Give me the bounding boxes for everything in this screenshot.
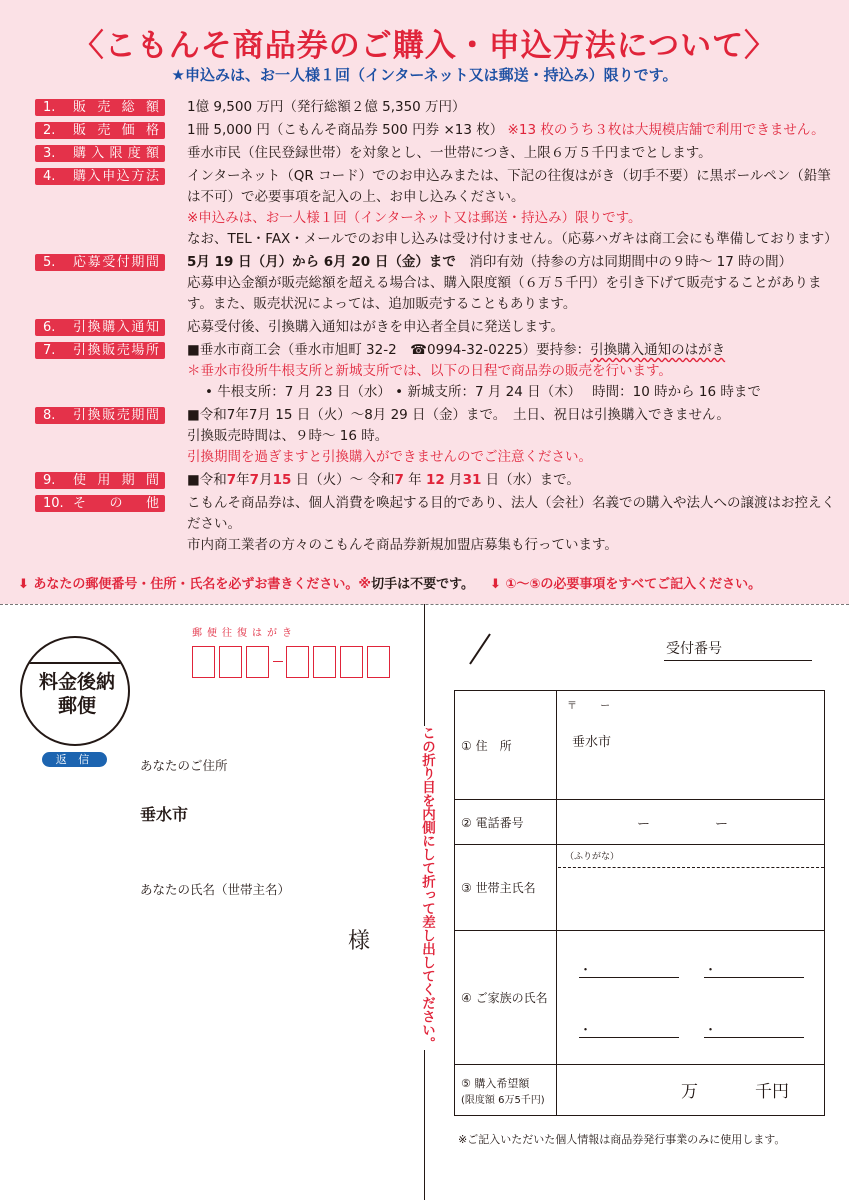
section-text: 垂水市民（住民登録世帯）を対象とし、一世帯につき、上限６万５千円までとします。 xyxy=(187,145,712,161)
section-text: こもんそ商品券は、個人消費を喚起する目的であり、法人（会社）名義での購入や法人への譲渡はお控えください。 xyxy=(187,495,835,532)
section-usage-period xyxy=(35,470,835,491)
section-purchase-limit xyxy=(35,143,835,164)
form-label: ① 住 所 xyxy=(455,691,557,799)
section-label: 5. 応募受付期間 xyxy=(35,254,165,271)
section-label: 9. 使用期間 xyxy=(35,472,165,489)
section-text: インターネット（QR コード）でのお申込みまたは、下記の往復はがき（切手不要）に黒ボールペン（鉛筆は不可）で必要事項を記入の上、お申し込みください。 xyxy=(187,168,831,205)
privacy-footnote: ※ご記入いただいた個人情報は商品券発行事業のみに使用します。 xyxy=(458,1133,786,1146)
zip-digit-box[interactable] xyxy=(367,646,390,678)
section-other xyxy=(35,493,835,556)
honorific-sama: 様 xyxy=(348,929,371,954)
section-warning: ※13 枚のうち３枚は大規模店舗で利用できません。 xyxy=(507,122,825,138)
family-name-input[interactable] xyxy=(704,977,804,978)
form-row-phone xyxy=(455,800,824,845)
form-label: ⑤ 購入希望額 (限度額 6万5千円) xyxy=(455,1065,557,1115)
section-warning: 引換期間を過ぎますと引換購入ができませんのでご注意ください。 xyxy=(187,449,592,465)
zip-digit-box[interactable] xyxy=(313,646,336,678)
section-label: 10. その他 xyxy=(35,495,165,512)
section-warning: ＊垂水市役所牛根支所と新城支所では、以下の日程で商品券の販売を行います。 xyxy=(187,363,672,379)
householder-name-input[interactable] xyxy=(558,869,824,929)
zip-digit-box[interactable] xyxy=(246,646,269,678)
section-text: 1冊 5,000 円（こもんそ商品券 500 円券 ×13 枚） xyxy=(187,122,504,138)
branch-schedule: • 牛根支所：7 月 23 日（水） • 新城支所：7 月 24 日（木） 時間：10 時から 16 時まで xyxy=(205,384,761,400)
reply-badge: 返 信 xyxy=(42,752,107,767)
section-label: 4. 購入申込方法 xyxy=(35,168,165,185)
section-text: 1億 9,500 万円（発行総額２億 5,350 万円） xyxy=(187,99,466,115)
amount-input[interactable] xyxy=(559,1065,823,1113)
form-address-value[interactable]: 垂水市 xyxy=(572,735,612,750)
section-exchange-notice xyxy=(35,317,835,338)
zip-digit-box[interactable] xyxy=(340,646,363,678)
form-label: ② 電話番号 xyxy=(455,800,557,844)
postage-stamp-mark: 料金後納 郵便 xyxy=(20,636,130,746)
address-label: あなたのご住所 xyxy=(140,758,228,773)
phone-input[interactable]: ー ー xyxy=(637,817,729,832)
section-text: 応募受付後、引換購入通知はがきを申込者全員に発送します。 xyxy=(187,319,564,335)
section-application-method xyxy=(35,166,838,250)
section-sales-price xyxy=(35,120,835,141)
zip-digit-box[interactable] xyxy=(286,646,309,678)
usage-dates: ■令和7年7月15 日（火）～ 令和7 年 12 月31 日（水）まで。 xyxy=(187,472,580,488)
section-text: 引換販売時間は、９時～ 16 時。 xyxy=(187,428,389,444)
section-label: 6. 引換購入通知 xyxy=(35,319,165,336)
note-address: ⬇ あなたの郵便番号・住所・氏名を必ずお書きください。※ xyxy=(18,577,372,592)
family-name-input[interactable] xyxy=(579,1037,679,1038)
form-row-family: ④ ご家族の氏名 ・ ・ ・ ・ xyxy=(455,931,824,1065)
section-text: ■令和7年7月 15 日（火）～8月 29 日（金）まで。 土日、祝日は引換購入できません。 xyxy=(187,407,730,423)
section-label: 2. 販売価格 xyxy=(35,122,165,139)
section-text: 応募申込金額が販売総額を超える場合は、購入限度額（６万５千円）を引き下げて販売することがあります。また、販売状況によっては、追加販売することもあります。 xyxy=(187,275,822,312)
zip-digit-box[interactable] xyxy=(192,646,215,678)
furigana-label: （ふりがな） xyxy=(565,852,620,862)
zip-digit-box[interactable] xyxy=(219,646,242,678)
form-label: ④ ご家族の氏名 xyxy=(455,931,557,1064)
section-label: 3. 購入限度額 xyxy=(35,145,165,162)
section-label: 8. 引換販売期間 xyxy=(35,407,165,424)
page-subtitle: ★申込みは、お一人様１回（インターネット又は郵送・持込み）限りです。 xyxy=(171,66,678,84)
slash-mark xyxy=(466,632,494,666)
section-application-period xyxy=(35,252,835,315)
form-row-address xyxy=(455,691,824,800)
fold-instruction: この折り目を内側にして折って差し出してください。 xyxy=(419,726,435,1050)
section-warning: ※申込みは、お一人様１回（インターネット又は郵送・持込み）限りです。 xyxy=(187,210,642,226)
section-text: 市内商工業者の方々のこもんそ商品券新規加盟店募集も行っています。 xyxy=(187,537,618,553)
family-name-input[interactable] xyxy=(579,977,679,978)
period-dates: 5月 19 日（月）から 6月 20 日（金）まで xyxy=(187,254,456,270)
section-exchange-place xyxy=(35,340,835,403)
required-item: 引換購入通知のはがき xyxy=(590,342,726,358)
instruction-notes xyxy=(18,573,818,592)
form-label: ③ 世帯主氏名 xyxy=(455,845,557,930)
section-text: なお、TEL・FAX・メールでのお申し込みは受け付けません。（応募ハガキは商工会にも準備しております） xyxy=(187,231,838,247)
reception-number-field[interactable]: 受付番号 xyxy=(664,638,812,661)
form-row-amount xyxy=(455,1065,824,1115)
application-form xyxy=(454,690,825,1116)
amount-senen-unit: 千円 xyxy=(755,1082,789,1102)
postal-code-boxes xyxy=(192,646,394,678)
section-label: 1. 販売総額 xyxy=(35,99,165,116)
section-sales-total xyxy=(35,97,835,118)
page-title: 〈こもんそ商品券のご購入・申込方法について〉 xyxy=(72,28,777,64)
section-text: ■垂水市商工会（垂水市旭町 32-2 ☎0994-32-0225）要持参： xyxy=(187,342,591,358)
note-no-stamp: 切手は不要です。 xyxy=(371,577,475,592)
info-list xyxy=(35,97,838,556)
form-row-householder xyxy=(455,845,824,931)
family-name-input[interactable] xyxy=(704,1037,804,1038)
amount-man-unit: 万 xyxy=(681,1082,698,1102)
postcard-label: 郵便往復はがき xyxy=(192,628,297,639)
note-fill-all: ⬇ ①～⑤の必要事項をすべてご記入ください。 xyxy=(490,577,762,592)
section-label: 7. 引換販売場所 xyxy=(35,342,165,359)
zip-mark: 〒 ー xyxy=(567,701,611,712)
name-label: あなたの氏名（世帯主名） xyxy=(140,882,291,897)
section-exchange-period xyxy=(35,405,835,468)
section-text: 消印有効（持参の方は同期間中の９時～ 17 時の間） xyxy=(469,254,793,270)
address-value: 垂水市 xyxy=(140,805,189,824)
